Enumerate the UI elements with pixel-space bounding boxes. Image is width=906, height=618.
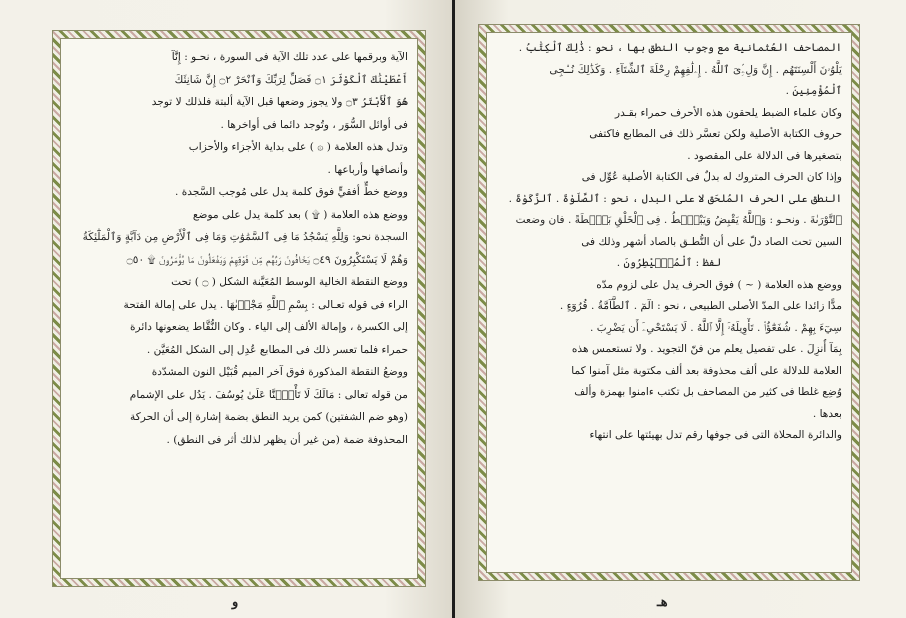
text-line: بعدها .: [812, 407, 842, 420]
right-page: [455, 0, 906, 618]
text-line: ووضع هذه العلامة ( ~ ) فوق الحرف يدل على لزوم مدّه: [596, 278, 842, 291]
text-line: ووضع هذه العلامة ( ۩ ) بعد كلمة يدل على موضع: [192, 208, 408, 221]
quran-verse-line: السجدة نحو: وَلِلَّهِ يَسْجُدُ مَا فِى ٱلسَّمَٰوَٰتِ وَمَا فِى ٱلْأَرْضِ مِن دَآبَّةٍ وَٱلْمَلَٰٓئِكَةُ: [82, 231, 408, 243]
text-line: ووضع خطٍّ أفقيٍّ فوق كلمة يدل على مُوجب السَّجدة .: [175, 186, 408, 198]
text-line: وأنصافها وأرباعها .: [327, 163, 408, 176]
quran-verse-line: ٱلتَّوْرَىٰةَ . ونحـو : وَٱللَّهُ يَقْبِضُ وَيَبْصُۜطُ . فِى ٱلْخَلْقِ بَصْۜطَةً . فان وضعت: [515, 214, 842, 226]
text-line: هُوَ ٱلْأَبْتَرُ ۝٣ ولا يجوز وضعها قبل الآية ألبتة فلذلك لا توجد: [151, 96, 408, 108]
text-line: بِمَآ أُنزِلَ . على تفصيل يعلم من فنّ التجويد . ولا تستعمس هذه: [571, 343, 842, 355]
text-line: (وهو ضم الشفتين) كمن يريد النطق بضمة إشارة إلى أن الحركة: [130, 411, 408, 423]
text-line: لفظ : ٱلْمُصَۣيْطِرُونَ .: [616, 257, 722, 269]
text-line: ٱلْمُؤْمِنِينَ .: [785, 85, 842, 97]
text-line: فى أوائل السُّوَر ، وتُوجد دائما فى أواخرها .: [220, 118, 408, 131]
text-line: من قوله تعالى : مَالَكَ لَا تَأْمَ۫نَّا عَلَىٰ يُوسُفَ . يَدُل على الإشمام: [129, 388, 408, 401]
quran-verse-line: سِيٓءَ بِهِمْ . شُفَعَٰٓؤُا۟ . تَأْوِيلَهُۥٓ إِلَّا ٱللَّهُ . لَا يَسْتَحْىِۦٓ أَن يَضْرِبَ .: [590, 321, 842, 334]
text-line: وُضِع غلطا فى كثير من المصاحف بل تكتب ءامنوا بهمزة وألف: [574, 386, 842, 398]
text-line: مدًّا زائدا على المدّ الأصلى الطبيعى ، نحو : الٓمٓ . ٱلطَّآمَّةُ . قُرُوٓءٍ .: [559, 300, 842, 312]
text-line: والدائرة المحلاة التى فى جوفها رقم تدل بهيئتها على انتهاء: [589, 429, 842, 441]
left-page: [0, 0, 452, 618]
text-line: إلى الكسرة ، وإمالة الألف إلى الياء . وكان النُّقَّاط يضعونها دائرة: [129, 321, 408, 333]
quran-verse-line: يَلْوُۥنَ أَلْسِنَتَهُم . إِنَّ وَلِۦِّىَ ٱللَّهُ . إِۦلَٰفِهِمْ رِحْلَةَ ٱلشِّتَآءِ . وَكَذَٰلِكَ نُـۨجِى: [549, 63, 842, 76]
text-line: المحذوفة ضمة (من غير أن يظهر لذلك أثر فى النطق) .: [166, 433, 408, 446]
quran-verse-line: وَهُمْ لَا يَسْتَكْبِرُونَ ۝٤٩ يَخَافُونَ رَبَّهُم مِّن فَوْقِهِمْ وَيَفْعَلُونَ مَا يُؤْمَرُونَ ۩ ۝٥٠: [126, 253, 408, 266]
text-line: حمراء فلما تعسر ذلك فى المطابع عُدِل إلى الشكل المُعَيَّن .: [146, 343, 408, 356]
page-number: هـ: [657, 595, 668, 610]
text-line: الآية وبرقمها على عدد تلك الآية فى السورة ، نحـو : إِنَّآ: [171, 51, 408, 63]
text-line: وكان علماء الضبط يلحقون هذه الأحرف حمراء بقـدر: [614, 106, 842, 119]
text-line: ووضع النقطة الخالية الوسط المُعَيَّنة الشكل ( ۝ ) تحت: [171, 276, 408, 288]
text-line: النطق على الحرف المُلحَق لا على البدل ، نحو : ٱلصَّلَوٰةَ . ٱلزَّكَوٰةَ .: [508, 192, 842, 205]
text-line: المصاحف العُثمانية مع وجوب النطق بها ، نحو : ذَٰلِكَ ٱلْكِتَٰبُ .: [518, 42, 842, 54]
ornamental-border: [53, 31, 425, 586]
text-line: العلامة للدلالة على ألف محذوفة بعد ألف مكتوبة مثل آمنوا كما: [571, 364, 842, 377]
text-line: وإذا كان الحرف المتروك له بدلٌ فى الكتابة الأصلية عُوِّل فى: [581, 171, 842, 183]
page-text: [496, 38, 842, 567]
quran-verse-line: أَعْطَيْنَٰكَ ٱلْكَوْثَرَ ۝١ فَصَلِّ لِرَبِّكَ وَٱنْحَرْ ۝٢ إِنَّ شَانِئَكَ: [174, 73, 408, 86]
page-text: [70, 46, 408, 573]
text-line: الراء فى قوله تعـالى : بِسْمِ ٱللَّهِ مَجْرٜىٰهَا . يدل على إمالة الفتحة: [123, 298, 408, 311]
page-number: و: [232, 595, 239, 610]
text-line: السين تحت الصاد دلّ على أن النُّطـق بالصاد أشهر وذلك فى: [581, 235, 842, 248]
text-line: ووضعُ النقطة المذكورة فوق آخر الميم قُبَيْل النون المشدّدة: [151, 366, 408, 378]
text-line: حروف الكتابة الأصلية ولكن تعسَّر ذلك فى المطابع فاكتفى: [589, 128, 842, 140]
text-line: وتدل هذه العلامة ( ۞ ) على بداية الأجزاء والأحزاب: [188, 141, 408, 153]
text-line: بتصغيرها فى الدلالة على المقصود .: [687, 149, 842, 162]
ornamental-border: [479, 25, 859, 580]
